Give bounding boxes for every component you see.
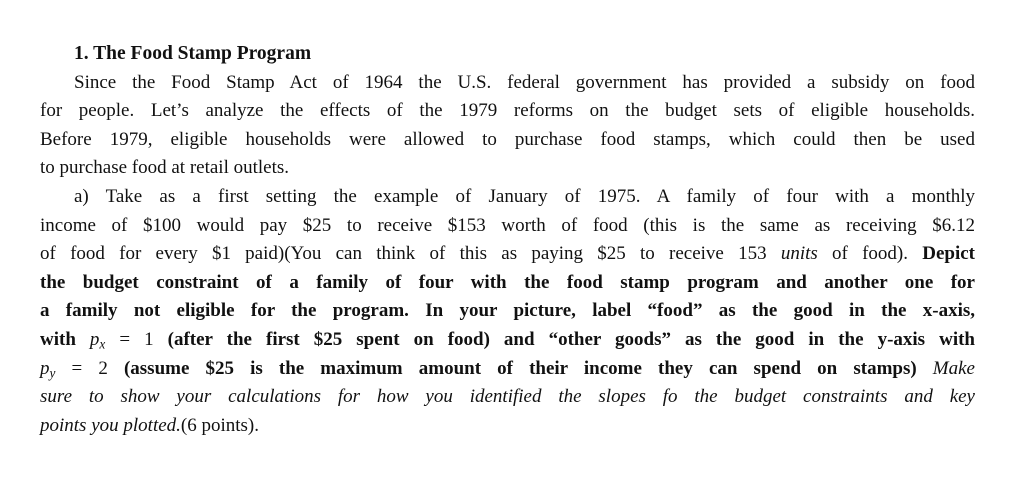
price-x-subscript: x <box>99 336 106 352</box>
part-a-line-3-post: of food). <box>817 243 923 265</box>
intro-paragraph <box>40 69 975 183</box>
price-y-symbol <box>40 358 55 379</box>
part-a-line-5: a family not eligible for the program. In your picture, label “food” as the good in the x-axis, <box>40 300 975 322</box>
price-y-value: = 2 <box>55 357 108 379</box>
part-a-line-7 <box>40 355 975 384</box>
part-a-line-6 <box>40 326 975 355</box>
part-a-line-3 <box>40 240 975 269</box>
part-a-line-1: a) Take as a first setting the example of January of 1975. A family of four with a monthly <box>74 185 975 207</box>
intro-line-3: Before 1979, eligible households were allowed to purchase food stamps, which could then be used <box>40 128 975 150</box>
with-text: with <box>40 328 90 350</box>
problem-document <box>40 40 975 440</box>
points-plotted-italic: points you plotted. <box>40 414 181 436</box>
intro-line-2: for people. Let’s analyze the effects of the 1979 reforms on the budget sets of eligible households. <box>40 100 975 122</box>
units-emphasis: units <box>780 243 818 265</box>
intro-line-1: Since the Food Stamp Act of 1964 the U.S. federal government has provided a subsidy on food <box>74 71 975 93</box>
intro-line-4: to purchase food at retail outlets. <box>40 157 290 179</box>
price-x-symbol <box>90 329 105 350</box>
assume-note-bold: (assume $25 is the maximum amount of their income they can spend on stamps) <box>107 357 933 379</box>
part-a-line-8: sure to show your calculations for how you identified the slopes fo the budget constraints and key <box>40 386 975 408</box>
points-value: (6 points). <box>180 414 260 436</box>
part-a-paragraph <box>40 183 975 440</box>
part-a-line-2: income of $100 would pay $25 to receive $153 worth of food (this is the same as receiving $6.12 <box>40 214 975 236</box>
part-a-line-4: the budget constraint of a family of four with the food stamp program and another one for <box>40 271 975 293</box>
problem-heading: 1. The Food Stamp Program <box>74 43 312 64</box>
depict-bold: Depict <box>922 243 976 265</box>
price-x-letter: p <box>89 328 100 350</box>
part-a-line-9 <box>40 412 975 441</box>
make-italic: Make <box>932 357 975 379</box>
part-a-line-3-text: of food for every $1 paid)(You can think of this as paying $25 to receive 153 <box>40 243 781 265</box>
part-a-line-6-rest: (after the first $25 spent on food) and “other goods” as the good in the y-axis with <box>153 328 975 350</box>
price-y-letter: p <box>40 357 50 379</box>
price-x-value: = 1 <box>105 328 154 350</box>
price-y-subscript: y <box>49 364 56 380</box>
